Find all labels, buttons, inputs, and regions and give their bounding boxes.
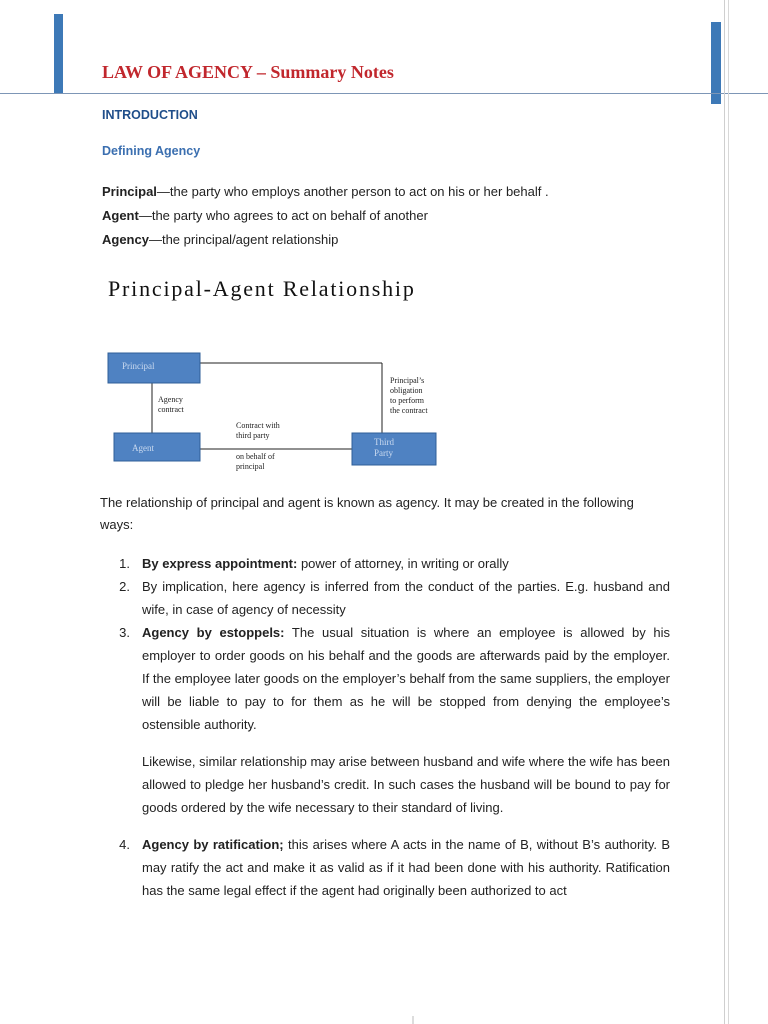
list-item — [110, 833, 670, 902]
agent-box — [114, 433, 200, 461]
list-number: 4. — [119, 837, 130, 852]
principal-agent-diagram — [100, 345, 460, 475]
intro-paragraph-text: The relationship of principal and agent is known as agency. It may be created in the following ways: — [100, 495, 634, 532]
third-party-box — [352, 433, 436, 465]
definition-dash: — — [148, 232, 162, 247]
section-heading-introduction: INTRODUCTION — [102, 108, 198, 122]
definition-text: the party who agrees to act on behalf of another — [151, 208, 428, 223]
list-item-term: Agency by estoppels: — [142, 625, 285, 640]
list-item-text — [142, 575, 670, 621]
list-item-continuation: Likewise, similar relationship may arise between husband and wife where the wife has been allowed to pledge her husband’s credit. In such cases the husband will be bound to pay for goods ordered by the wife necessary to their standard of living. — [142, 754, 670, 815]
definition-principal — [102, 180, 549, 204]
list-item-text — [142, 833, 670, 902]
header-rule — [0, 93, 768, 94]
list-item-body: power of attorney, in writing or orally — [297, 556, 509, 571]
margin-line — [728, 0, 729, 1024]
obligation-label-line1: Principal’s — [390, 376, 425, 385]
definitions-list — [102, 180, 549, 252]
scan-mark — [412, 1016, 414, 1024]
agency-contract-label-line1: Agency — [158, 395, 183, 404]
definition-agency — [102, 228, 549, 252]
definition-text: the principal/agent relationship — [161, 232, 339, 247]
list-number: 2. — [119, 579, 130, 594]
header-accent-bar-right — [711, 22, 721, 104]
list-item-body: By implication, here agency is inferred from the conduct of the parties. E.g. husband and wife, in case of agency of necessity — [142, 579, 670, 617]
diagram-title: Principal-Agent Relationship — [108, 276, 416, 301]
definition-dash: — — [138, 208, 152, 223]
agent-label: Agent — [132, 443, 154, 453]
agency-contract-label-line2: contract — [158, 405, 184, 414]
list-number: 1. — [119, 556, 130, 571]
third-party-label-line2: Party — [374, 448, 393, 458]
subheading-defining-agency: Defining Agency — [102, 144, 201, 158]
ways-list — [110, 552, 670, 902]
list-item — [110, 552, 670, 575]
definition-agent — [102, 204, 549, 228]
list-item — [110, 575, 670, 621]
obligation-label-line4: the contract — [390, 406, 428, 415]
list-number: 3. — [119, 625, 130, 640]
definition-term: Agent — [102, 208, 139, 223]
definition-term: Agency — [102, 232, 149, 247]
intro-paragraph — [100, 492, 670, 536]
list-item-body: The usual situation is where an employee is allowed by his employer to order goods on his behalf and the goods are afterwards paid by the employer. If the employee later goods on the employer’s behalf from the same suppliers, the employer will be liable to pay to for them as he will be stopped from denying the employee’s ostensible authority. — [142, 625, 670, 732]
list-item — [110, 621, 670, 819]
list-item-term: Agency by ratification; — [142, 837, 284, 852]
margin-line — [724, 0, 725, 1024]
definition-text: the party who employs another person to act on his or her behalf . — [169, 184, 549, 199]
obligation-label-line3: to perform — [390, 396, 424, 405]
list-item-body: this arises where A acts in the name of B, without B’s authority. B may ratify the act and make it as valid as if it had been done with his authority. Ratification has the same legal effect if the agent had originally been authorized to act — [142, 837, 670, 898]
header-accent-bar-left — [54, 14, 63, 94]
principal-label: Principal — [122, 361, 155, 371]
definition-dash: — — [156, 184, 170, 199]
on-behalf-label-line2: principal — [236, 462, 265, 471]
definition-term: Principal — [102, 184, 157, 199]
list-item-text — [142, 552, 670, 575]
third-party-label-line1: Third — [374, 437, 394, 447]
on-behalf-label-line1: on behalf of — [236, 452, 275, 461]
document-title: LAW OF AGENCY – Summary Notes — [102, 62, 394, 82]
list-item-text — [142, 621, 670, 736]
obligation-label-line2: obligation — [390, 386, 423, 395]
list-item-term: By express appointment: — [142, 556, 298, 571]
contract-third-party-label-line2: third party — [236, 431, 270, 440]
contract-third-party-label-line1: Contract with — [236, 421, 280, 430]
